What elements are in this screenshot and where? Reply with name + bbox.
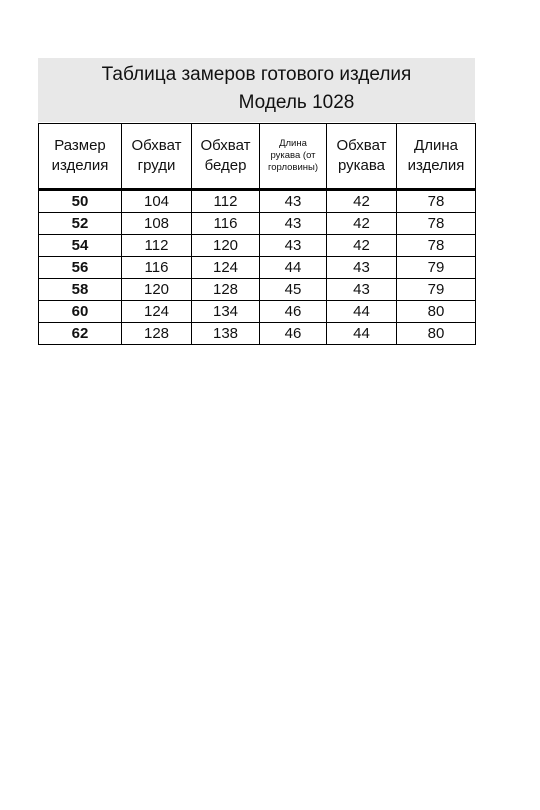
header-chest: Обхват груди xyxy=(122,124,192,190)
cell-sleeve-girth: 42 xyxy=(327,190,397,213)
cell-sleeve-girth: 43 xyxy=(327,279,397,301)
cell-sleeve-girth: 44 xyxy=(327,301,397,323)
header-garment-length: Длина изделия xyxy=(397,124,476,190)
cell-chest: 104 xyxy=(122,190,192,213)
cell-garment-length: 78 xyxy=(397,190,476,213)
cell-chest: 116 xyxy=(122,257,192,279)
cell-garment-length: 80 xyxy=(397,301,476,323)
cell-garment-length: 78 xyxy=(397,235,476,257)
cell-chest: 120 xyxy=(122,279,192,301)
table-row xyxy=(39,323,476,345)
header-sleeve-girth: Обхват рукава xyxy=(327,124,397,190)
table-row xyxy=(39,279,476,301)
cell-sleeve-length: 43 xyxy=(260,235,327,257)
table-row xyxy=(39,257,476,279)
title-band xyxy=(38,58,475,122)
table-row xyxy=(39,235,476,257)
cell-garment-length: 79 xyxy=(397,279,476,301)
cell-hips: 124 xyxy=(192,257,260,279)
cell-sleeve-girth: 42 xyxy=(327,235,397,257)
cell-sleeve-length: 46 xyxy=(260,323,327,345)
header-sleeve-length: Длина рукава (от горловины) xyxy=(260,124,327,190)
cell-size: 56 xyxy=(39,257,122,279)
cell-sleeve-girth: 43 xyxy=(327,257,397,279)
cell-sleeve-length: 43 xyxy=(260,213,327,235)
cell-hips: 112 xyxy=(192,190,260,213)
table-row xyxy=(39,301,476,323)
header-hips: Обхват бедер xyxy=(192,124,260,190)
cell-chest: 108 xyxy=(122,213,192,235)
size-measurement-table xyxy=(38,123,476,345)
cell-size: 58 xyxy=(39,279,122,301)
table-title: Таблица замеров готового изделия xyxy=(101,64,412,85)
cell-chest: 128 xyxy=(122,323,192,345)
cell-sleeve-length: 43 xyxy=(260,190,327,213)
cell-sleeve-length: 45 xyxy=(260,279,327,301)
cell-size: 54 xyxy=(39,235,122,257)
cell-hips: 138 xyxy=(192,323,260,345)
cell-sleeve-girth: 44 xyxy=(327,323,397,345)
cell-hips: 120 xyxy=(192,235,260,257)
table-row xyxy=(39,190,476,213)
cell-hips: 128 xyxy=(192,279,260,301)
table-row xyxy=(39,213,476,235)
cell-sleeve-girth: 42 xyxy=(327,213,397,235)
cell-garment-length: 78 xyxy=(397,213,476,235)
cell-hips: 116 xyxy=(192,213,260,235)
cell-sleeve-length: 44 xyxy=(260,257,327,279)
cell-garment-length: 79 xyxy=(397,257,476,279)
cell-size: 50 xyxy=(39,190,122,213)
cell-garment-length: 80 xyxy=(397,323,476,345)
cell-size: 60 xyxy=(39,301,122,323)
cell-size: 52 xyxy=(39,213,122,235)
cell-chest: 124 xyxy=(122,301,192,323)
header-row xyxy=(39,124,476,190)
cell-size: 62 xyxy=(39,323,122,345)
cell-sleeve-length: 46 xyxy=(260,301,327,323)
cell-chest: 112 xyxy=(122,235,192,257)
model-number: Модель 1028 xyxy=(238,92,355,113)
cell-hips: 134 xyxy=(192,301,260,323)
header-size: Размер изделия xyxy=(39,124,122,190)
